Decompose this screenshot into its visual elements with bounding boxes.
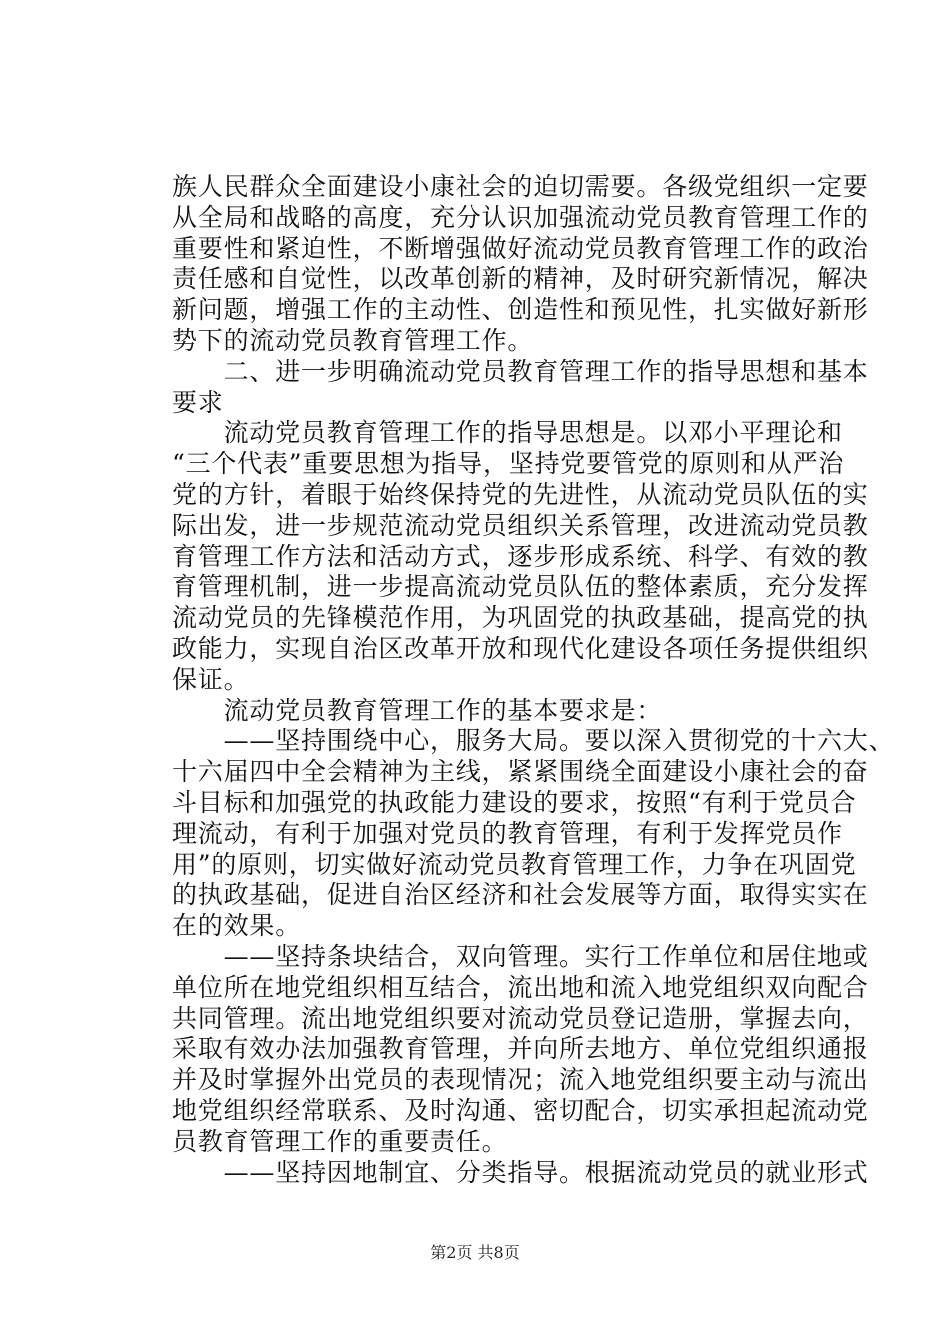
text-line: 政能力，实现自治区改革开放和现代化建设各项任务提供组织	[172, 633, 869, 663]
text-line: 用”的原则，切实做好流动党员教育管理工作，力争在巩固党	[172, 849, 857, 879]
text-line: 族人民群众全面建设小康社会的迫切需要。各级党组织一定要	[172, 172, 869, 201]
text-line: 斗目标和加强党的执政能力建设的要求，按照“有利于党员合	[172, 787, 857, 817]
text-line: 采取有效办法加强教育管理，并向所去地方、单位党组织通报	[172, 1034, 869, 1064]
text-line: ——坚持围绕中心，服务大局。要以深入贯彻党的十六大、	[172, 726, 895, 756]
text-line: 地党组织经常联系、及时沟通、密切配合，切实承担起流动党	[172, 1095, 869, 1125]
text-line: 流动党员教育管理工作的基本要求是：	[172, 695, 663, 725]
text-line: 育管理工作方法和活动方式，逐步形成系统、科学、有效的教	[172, 541, 869, 571]
text-line: 员教育管理工作的重要责任。	[172, 1126, 508, 1156]
text-line: ——坚持条块结合，双向管理。实行工作单位和居住地或	[172, 941, 869, 971]
text-line: 流动党员教育管理工作的指导思想是。以邓小平理论和	[172, 418, 843, 448]
text-line: 的执政基础，促进自治区经济和社会发展等方面，取得实实在	[172, 880, 869, 910]
text-line: 责任感和自觉性，以改革创新的精神，及时研究新情况，解决	[172, 264, 869, 294]
text-line: 共同管理。流出地党组织要对流动党员登记造册，掌握去向，	[172, 1003, 869, 1033]
text-line: 育管理机制，进一步提高流动党员队伍的整体素质，充分发挥	[172, 572, 869, 602]
text-line: 在的效果。	[172, 911, 302, 941]
text-line: 从全局和战略的高度，充分认识加强流动党员教育管理工作的	[172, 202, 869, 232]
text-line: ——坚持因地制宜、分类指导。根据流动党员的就业形式	[172, 1157, 869, 1187]
text-line: 新问题，增强工作的主动性、创造性和预见性，扎实做好新形	[172, 295, 869, 325]
text-line: 势下的流动党员教育管理工作。	[172, 325, 534, 355]
text-line: 理流动，有利于加强对党员的教育管理，有利于发挥党员作	[172, 818, 843, 848]
text-line: 保证。	[172, 664, 250, 694]
text-line: 际出发，进一步规范流动党员组织关系管理，改进流动党员教	[172, 510, 869, 540]
document-body	[172, 172, 895, 1188]
text-line: 并及时掌握外出党员的表现情况；流入地党组织要主动与流出	[172, 1065, 869, 1095]
text-line: “三个代表”重要思想为指导，坚持党要管党的原则和从严治	[172, 449, 845, 479]
text-line: 要求	[172, 387, 224, 417]
text-line: 十六届四中全会精神为主线，紧紧围绕全面建设小康社会的奋	[172, 757, 869, 787]
text-line: 流动党员的先锋模范作用，为巩固党的执政基础，提高党的执	[172, 603, 869, 633]
text-line: 单位所在地党组织相互结合，流出地和流入地党组织双向配合	[172, 972, 869, 1002]
text-line: 党的方针，着眼于始终保持党的先进性，从流动党员队伍的实	[172, 479, 869, 509]
page-footer: 第2页 共8页	[430, 1243, 520, 1262]
text-line: 重要性和紧迫性，不断增强做好流动党员教育管理工作的政治	[172, 233, 869, 263]
text-line: 二、进一步明确流动党员教育管理工作的指导思想和基本	[172, 356, 869, 386]
